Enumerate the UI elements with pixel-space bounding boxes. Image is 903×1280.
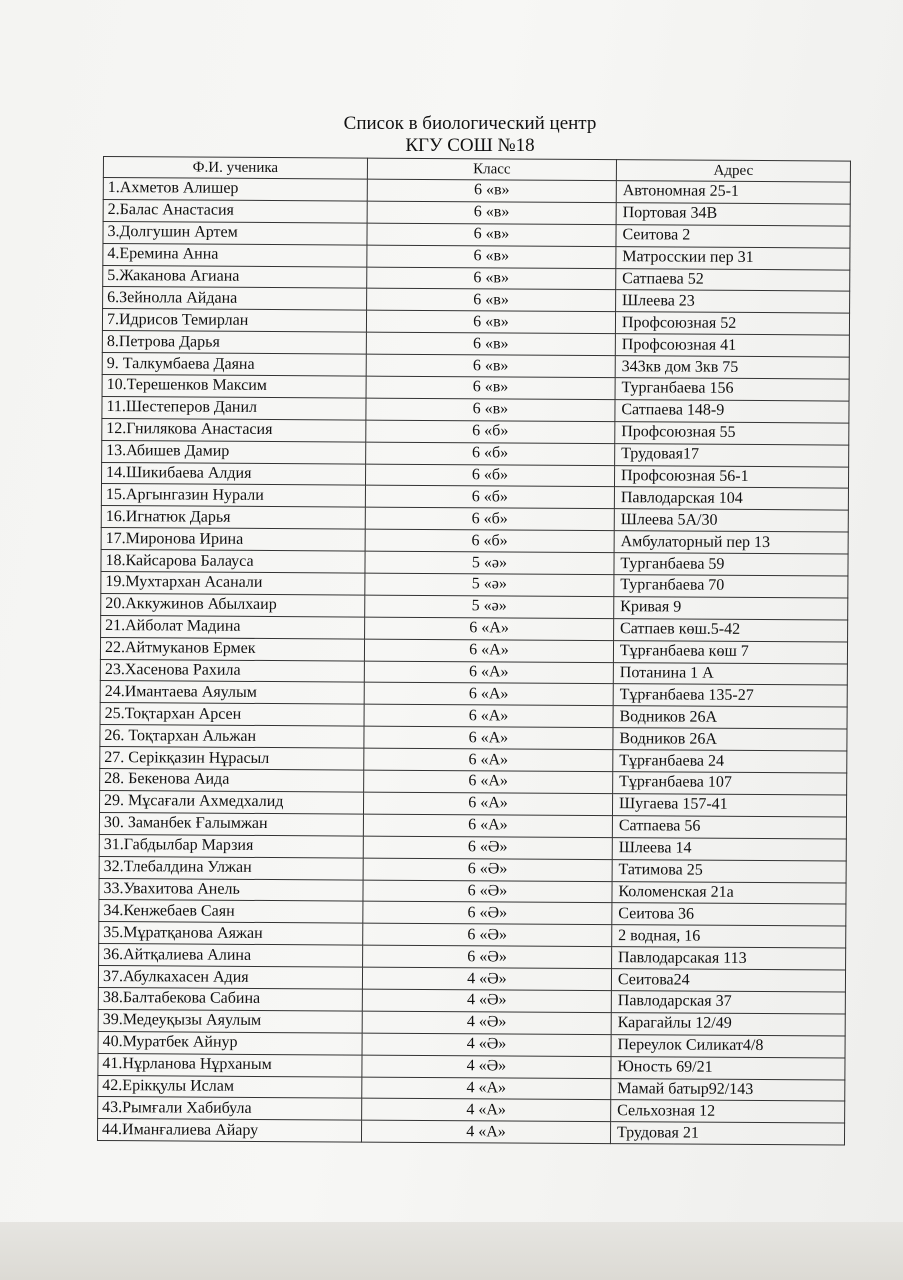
address-cell: Коломенская 21а — [612, 881, 846, 904]
student-name-cell: 43.Рымғали Хабибула — [98, 1097, 362, 1121]
student-name-cell: 3.Долгушин Артем — [103, 221, 367, 245]
student-name-cell: 4.Еремина Анна — [103, 243, 367, 267]
student-name-cell: 5.Жаканова Агиана — [103, 265, 367, 289]
address-cell: Матросскии пер 31 — [616, 246, 850, 269]
class-cell: 5 «ә» — [365, 595, 614, 618]
class-cell: 6 «в» — [366, 332, 615, 355]
class-cell: 6 «А» — [365, 617, 614, 640]
class-cell: 5 «ә» — [365, 551, 614, 574]
address-cell: Тұрғанбаева 135-27 — [613, 684, 847, 707]
class-cell: 6 «в» — [367, 289, 616, 312]
student-name-cell: 44.Иманғалиева Айару — [97, 1119, 361, 1143]
address-cell: Сатпаев көш.5-42 — [613, 618, 847, 641]
class-cell: 6 «А» — [364, 661, 613, 684]
student-name-cell: 24.Имантаева Аяулым — [100, 681, 364, 705]
students-table — [97, 156, 851, 1146]
class-cell: 6 «А» — [364, 639, 613, 662]
class-cell: 6 «А» — [363, 792, 612, 815]
class-cell: 6 «Ә» — [363, 945, 612, 968]
address-cell: Мамай батыр92/143 — [611, 1078, 845, 1101]
address-cell: Профсоюзная 41 — [615, 334, 849, 357]
student-name-cell: 40.Муратбек Айнур — [98, 1031, 362, 1055]
student-name-cell: 20.Аккужинов Абылхаир — [101, 593, 365, 617]
address-cell: 343кв дом 3кв 75 — [615, 356, 849, 379]
address-cell: Сатпаева 148-9 — [615, 400, 849, 423]
header-student-name: Ф.И. ученика — [103, 157, 367, 180]
class-cell: 6 «в» — [366, 376, 615, 399]
student-name-cell: 2.Балас Анастасия — [103, 199, 367, 223]
address-cell: Сатпаева 56 — [612, 815, 846, 838]
student-name-cell: 36.Айтқалиева Алина — [99, 944, 363, 968]
student-name-cell: 11.Шестеперов Данил — [102, 396, 366, 420]
student-name-cell: 32.Тлебалдина Улжан — [99, 856, 363, 880]
class-cell: 6 «Ә» — [363, 836, 612, 859]
student-name-cell: 15.Аргынгазин Нурали — [101, 484, 365, 508]
address-cell: Тұрғанбаева 107 — [613, 772, 847, 795]
class-cell: 6 «в» — [367, 245, 616, 268]
address-cell: 2 водная, 16 — [612, 925, 846, 948]
student-name-cell: 9. Талкумбаева Даяна — [102, 353, 366, 377]
address-cell: Шугаева 157-41 — [612, 794, 846, 817]
class-cell: 4 «Ә» — [362, 1033, 611, 1056]
address-cell: Тұрғанбаева 24 — [613, 750, 847, 773]
student-name-cell: 6.Зейнолла Айдана — [103, 287, 367, 311]
address-cell: Профсоюзная 56-1 — [614, 465, 848, 488]
student-name-cell: 10.Терешенков Максим — [102, 375, 366, 399]
class-cell: 4 «Ә» — [362, 1055, 611, 1078]
class-cell: 4 «Ә» — [362, 989, 611, 1012]
class-cell: 6 «б» — [365, 486, 614, 509]
student-name-cell: 14.Шикибаева Алдия — [101, 462, 365, 486]
class-cell: 6 «б» — [365, 529, 614, 552]
student-name-cell: 18.Кайсарова Балауса — [101, 550, 365, 574]
table-body — [97, 178, 850, 1146]
class-cell: 6 «А» — [364, 726, 613, 749]
student-name-cell: 23.Хасенова Рахила — [100, 659, 364, 683]
table-row — [97, 1119, 844, 1145]
student-name-cell: 1.Ахметов Алишер — [103, 178, 367, 202]
student-name-cell: 37.Абулкахасен Адия — [98, 966, 362, 990]
class-cell: 6 «А» — [364, 770, 613, 793]
class-cell: 6 «в» — [366, 354, 615, 377]
address-cell: Переулок Силикат4/8 — [611, 1034, 845, 1057]
address-cell: Потанина 1 А — [613, 662, 847, 685]
address-cell: Трудовая17 — [615, 443, 849, 466]
address-cell: Павлодарсакая 113 — [611, 947, 845, 970]
student-name-cell: 26. Тоқтархан Альжан — [100, 725, 364, 749]
address-cell: Юность 69/21 — [611, 1056, 845, 1079]
address-cell: Сельхозная 12 — [611, 1100, 845, 1123]
address-cell: Портовая 34В — [616, 203, 850, 226]
desk-background — [0, 1222, 903, 1280]
address-cell: Карагайлы 12/49 — [611, 1012, 845, 1035]
student-name-cell: 25.Тоқтархан Арсен — [100, 703, 364, 727]
class-cell: 4 «А» — [361, 1120, 610, 1143]
class-cell: 6 «А» — [364, 704, 613, 727]
class-cell: 6 «в» — [367, 201, 616, 224]
address-cell: Сеитова 36 — [612, 903, 846, 926]
address-cell: Трудовая 21 — [610, 1122, 844, 1145]
address-cell: Сеитова 2 — [616, 224, 850, 247]
address-cell: Тұрғанбаева көш 7 — [613, 640, 847, 663]
address-cell: Павлодарская 37 — [611, 991, 845, 1014]
class-cell: 6 «Ә» — [363, 880, 612, 903]
class-cell: 6 «б» — [366, 420, 615, 443]
address-cell: Турганбаева 156 — [615, 378, 849, 401]
student-name-cell: 35.Мұратқанова Аяжан — [99, 922, 363, 946]
student-name-cell: 17.Миронова Ирина — [101, 528, 365, 552]
address-cell: Павлодарская 104 — [614, 487, 848, 510]
class-cell: 6 «в» — [366, 310, 615, 333]
address-cell: Амбулаторный пер 13 — [614, 531, 848, 554]
address-cell: Татимова 25 — [612, 859, 846, 882]
address-cell: Шлеева 14 — [612, 837, 846, 860]
class-cell: 6 «А» — [364, 748, 613, 771]
student-name-cell: 34.Кенжебаев Саян — [99, 900, 363, 924]
class-cell: 6 «А» — [363, 814, 612, 837]
address-cell: Шлеева 23 — [615, 290, 849, 313]
student-name-cell: 8.Петрова Дарья — [102, 331, 366, 355]
student-name-cell: 39.Медеуқызы Аяулым — [98, 1009, 362, 1033]
address-cell: Водников 26А — [613, 728, 847, 751]
address-cell: Турганбаева 59 — [614, 553, 848, 576]
address-cell: Кривая 9 — [614, 597, 848, 620]
student-name-cell: 42.Ерікқулы Ислам — [98, 1075, 362, 1099]
student-name-cell: 31.Габдылбар Марзия — [99, 834, 363, 858]
student-name-cell: 19.Мухтархан Асанали — [101, 572, 365, 596]
address-cell: Сеитова24 — [611, 969, 845, 992]
student-name-cell: 16.Игнатюк Дарья — [101, 506, 365, 530]
class-cell: 4 «Ә» — [362, 1011, 611, 1034]
class-cell: 6 «б» — [366, 442, 615, 465]
address-cell: Профсоюзная 52 — [615, 312, 849, 335]
class-cell: 6 «б» — [365, 464, 614, 487]
student-name-cell: 7.Идрисов Темирлан — [102, 309, 366, 333]
student-name-cell: 22.Айтмуканов Ермек — [100, 637, 364, 661]
document-subtitle: КГУ СОШ №18 — [405, 135, 535, 156]
address-cell: Турганбаева 70 — [614, 575, 848, 598]
document-title: Список в биологический центр — [343, 113, 597, 134]
class-cell: 6 «в» — [367, 179, 616, 202]
student-name-cell: 21.Айболат Мадина — [101, 615, 365, 639]
class-cell: 6 «Ә» — [363, 923, 612, 946]
header-address: Адрес — [616, 160, 850, 182]
address-cell: Шлеева 5А/30 — [614, 509, 848, 532]
address-cell: Водников 26А — [613, 706, 847, 729]
address-cell: Профсоюзная 55 — [615, 421, 849, 444]
class-cell: 6 «б» — [365, 507, 614, 530]
class-cell: 6 «в» — [367, 267, 616, 290]
header-class: Класс — [367, 158, 616, 181]
student-name-cell: 30. Заманбек Ғалымжан — [99, 812, 363, 836]
class-cell: 5 «ә» — [365, 573, 614, 596]
class-cell: 6 «Ә» — [363, 901, 612, 924]
address-cell: Автономная 25-1 — [616, 181, 850, 204]
student-name-cell: 33.Увахитова Анель — [99, 878, 363, 902]
class-cell: 6 «А» — [364, 683, 613, 706]
student-name-cell: 12.Гнилякова Анастасия — [102, 418, 366, 442]
class-cell: 6 «Ә» — [363, 858, 612, 881]
student-name-cell: 38.Балтабекова Сабина — [98, 987, 362, 1011]
student-name-cell: 13.Абишев Дамир — [102, 440, 366, 464]
class-cell: 4 «А» — [362, 1077, 611, 1100]
student-name-cell: 41.Нұрланова Нұрханым — [98, 1053, 362, 1077]
student-name-cell: 29. Мұсағали Ахмедхалид — [99, 790, 363, 814]
student-name-cell: 27. Серікқазин Нұрасыл — [100, 747, 364, 771]
class-cell: 6 «в» — [367, 223, 616, 246]
class-cell: 4 «А» — [362, 1099, 611, 1122]
class-cell: 4 «Ә» — [362, 967, 611, 990]
class-cell: 6 «в» — [366, 398, 615, 421]
student-name-cell: 28. Бекенова Аида — [100, 769, 364, 793]
address-cell: Сатпаева 52 — [616, 268, 850, 291]
